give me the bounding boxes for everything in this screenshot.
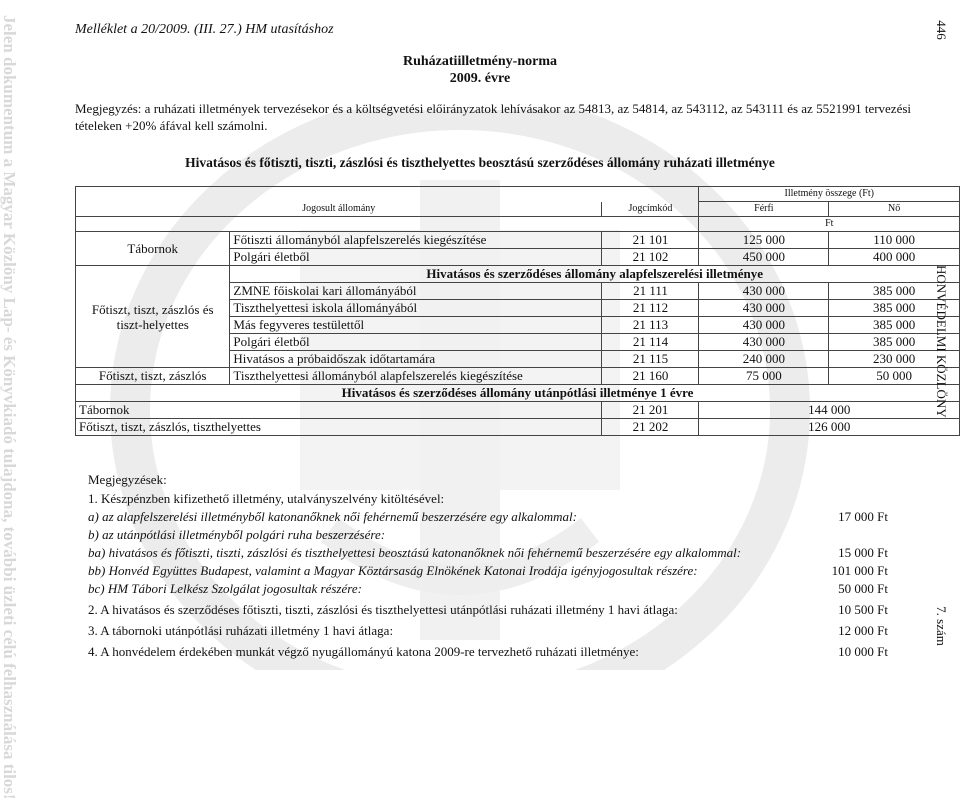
row-female: 385 000 <box>829 334 960 351</box>
row-female: 230 000 <box>829 351 960 368</box>
row-code: 21 112 <box>602 300 699 317</box>
row-label: Tiszthelyettesi állományból alapfelszerelés kiegészítése <box>230 368 602 385</box>
table-row <box>76 368 960 385</box>
row-value: 126 000 <box>699 419 960 436</box>
header-code: Jogcímkód <box>602 202 699 217</box>
header-entitled: Jogosult állomány <box>76 202 602 217</box>
row-code: 21 115 <box>602 351 699 368</box>
note-1bb-value: 101 000 Ft <box>831 563 888 578</box>
row-male: 430 000 <box>699 283 829 300</box>
row-female: 400 000 <box>829 249 960 266</box>
notes-heading: Megjegyzések: <box>88 472 167 487</box>
row-male: 450 000 <box>699 249 829 266</box>
subheader-row <box>76 266 960 283</box>
header-male: Férfi <box>699 202 829 217</box>
note-4: 4. A honvédelem érdekében munkát végző nyugállományú katona 2009-re tervezhető ruházati illetménye: <box>88 644 639 659</box>
row-male: 430 000 <box>699 300 829 317</box>
row-male: 430 000 <box>699 334 829 351</box>
note-3-value: 12 000 Ft <box>838 623 888 638</box>
watermark-text: Jelen dokumentum a Magyar Közlöny Lap- és Könyvkiadó tulajdona, további üzleti célú felhasználása tilos! <box>0 15 19 800</box>
row-female: 385 000 <box>829 283 960 300</box>
row-value: 144 000 <box>699 402 960 419</box>
note-1a: a) az alapfelszerelési illetményből katonanőknek női fehérnemű beszerzésére egy alkalommal: <box>88 509 577 524</box>
document-year: 2009. évre <box>449 71 511 86</box>
row-label: Tiszthelyettesi iskola állományából <box>230 300 602 317</box>
note-1: 1. Készpénzben kifizethető illetmény, utalványszelvény kitöltésével: <box>88 491 445 506</box>
note-1bc: bc) HM Tábori Lelkész Szolgálat jogosultak részére: <box>88 581 362 596</box>
note-1ba-value: 15 000 Ft <box>838 545 888 560</box>
subheader-basic-equipment: Hivatásos és szerződéses állomány alapfelszerelési illetménye <box>230 266 960 283</box>
section-title: Hivatásos és főtiszti, tiszti, zászlósi és tiszthelyettes beosztású szerződéses állomány ruházati illetménye <box>185 155 775 170</box>
journal-name: HONVÉDELMI KÖZLÖNY <box>934 265 949 418</box>
header-female: Nő <box>829 202 960 217</box>
document-title: Ruházatiilletmény-norma <box>403 54 557 69</box>
row-label: Polgári életből <box>230 249 602 266</box>
row-male: 125 000 <box>699 232 829 249</box>
row-male: 430 000 <box>699 317 829 334</box>
row-female: 385 000 <box>829 300 960 317</box>
row-label: Főtiszti állományból alapfelszerelés kiegészítése <box>230 232 602 249</box>
allowance-table <box>75 186 960 436</box>
row-code: 21 160 <box>602 368 699 385</box>
row-code: 21 102 <box>602 249 699 266</box>
note-1b: b) az utánpótlási illetményből polgári ruha beszerzésére: <box>88 527 386 542</box>
table-row <box>76 419 960 436</box>
note-3: 3. A tábornoki utánpótlási ruházati illetmény 1 havi átlaga: <box>88 623 394 638</box>
note-1bb: bb) Honvéd Együttes Budapest, valamint a Magyar Köztársaság Elnökének Katonai Irodája igényjogosultak részére: <box>88 563 698 578</box>
row-label: Főtiszt, tiszt, zászlós, tiszthelyettes <box>76 419 602 436</box>
row-label: Polgári életből <box>230 334 602 351</box>
note-1ba: ba) hivatásos és főtiszti, tiszti, zászlósi és tiszthelyettesi beosztású katonanőknek női fehérnemű beszerzésére egy alkalommal: <box>88 545 742 560</box>
row-code: 21 101 <box>602 232 699 249</box>
table-row <box>76 402 960 419</box>
row-male: 75 000 <box>699 368 829 385</box>
page-number: 446 <box>934 20 949 40</box>
attachment-reference: Melléklet a 20/2009. (III. 27.) HM utasításhoz <box>75 22 334 37</box>
vat-note: Megjegyzés: a ruházati illetmények tervezésekor és a költségvetési előirányzatok lehívásakor az 54813, az 54814, az 543112, az 543111 és az 5521991 tervezési tételeken +20% áfával kell számolni. <box>75 101 912 133</box>
row-code: 21 114 <box>602 334 699 351</box>
note-2-value: 10 500 Ft <box>838 602 888 617</box>
subheader-replacement: Hivatásos és szerződéses állomány utánpótlási illetménye 1 évre <box>76 385 960 402</box>
row-female: 385 000 <box>829 317 960 334</box>
row-label: Hivatásos a próbaidőszak időtartamára <box>230 351 602 368</box>
note-4-value: 10 000 Ft <box>838 644 888 659</box>
row-female: 50 000 <box>829 368 960 385</box>
category-generals: Tábornok <box>76 232 230 266</box>
issue-number: 7. szám <box>934 606 949 646</box>
category-officers-nontnco: Főtiszt, tiszt, zászlós <box>76 368 230 385</box>
header-unit: Ft <box>699 217 960 232</box>
note-1a-value: 17 000 Ft <box>838 509 888 524</box>
row-label: Tábornok <box>76 402 602 419</box>
row-code: 21 113 <box>602 317 699 334</box>
row-code: 21 111 <box>602 283 699 300</box>
header-amount: Illetmény összege (Ft) <box>699 187 960 202</box>
table-row <box>76 232 960 249</box>
row-code: 21 202 <box>602 419 699 436</box>
subheader-row <box>76 385 960 402</box>
row-label: ZMNE főiskolai kari állományából <box>230 283 602 300</box>
row-female: 110 000 <box>829 232 960 249</box>
note-1bc-value: 50 000 Ft <box>838 581 888 596</box>
row-label: Más fegyveres testülettől <box>230 317 602 334</box>
note-2: 2. A hivatásos és szerződéses főtiszti, tiszti, zászlósi és tiszthelyettesi utánpótlási ruházati illetmény 1 havi átlaga: <box>88 602 678 617</box>
row-code: 21 201 <box>602 402 699 419</box>
category-officers: Főtiszt, tiszt, zászlós és tiszt-helyettes <box>76 266 230 368</box>
row-male: 240 000 <box>699 351 829 368</box>
